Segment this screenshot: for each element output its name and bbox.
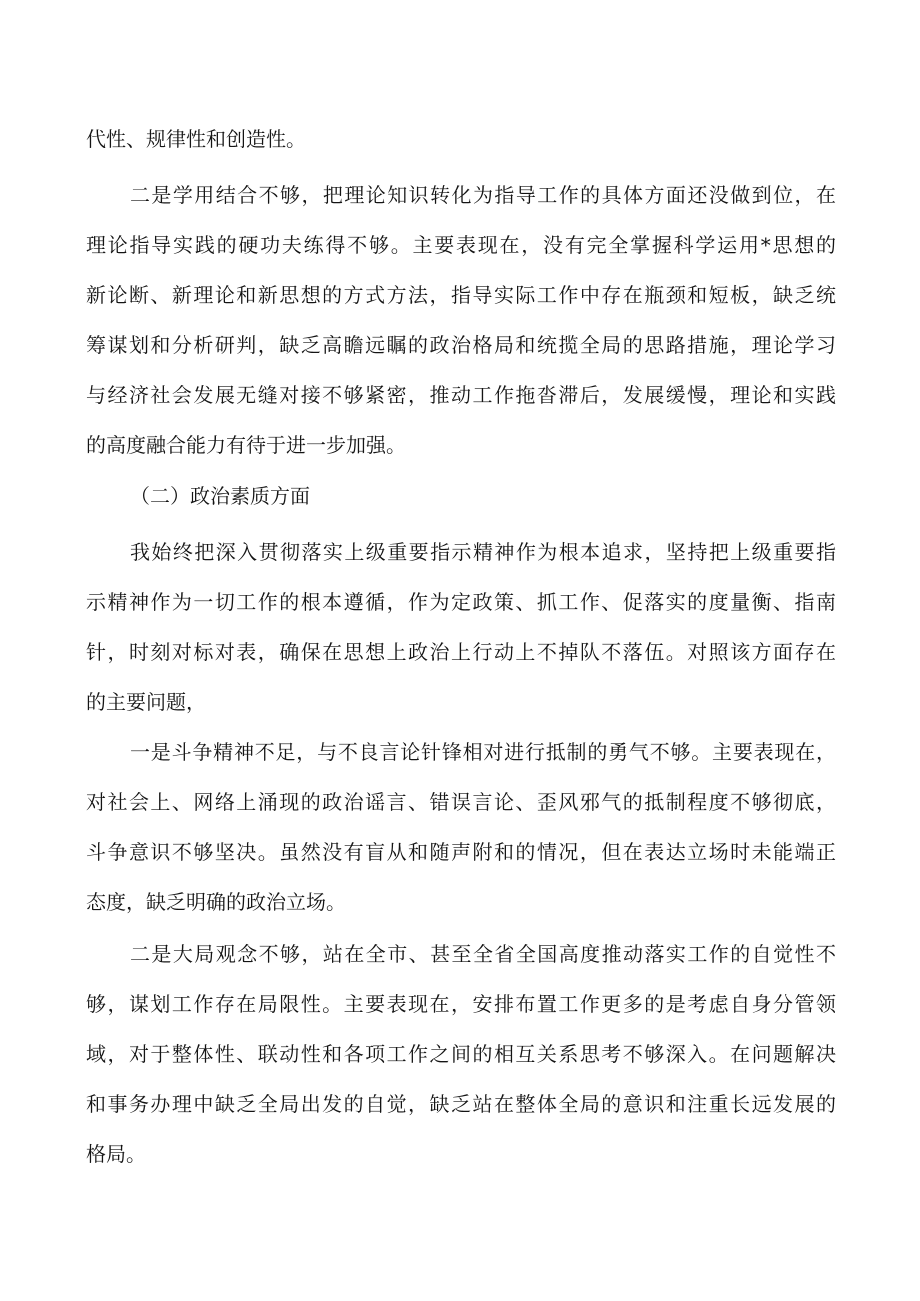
text-line: 新论断、新理论和新思想的方式方法，指导实际工作中存在瓶颈和短板，缺乏统 — [86, 283, 836, 307]
text-line: 和事务办理中缺乏全局出发的自觉，缺乏站在整体全局的意识和注重长远发展的 — [86, 1092, 836, 1116]
text-line: 针，时刻对标对表，确保在思想上政治上行动上不掉队不落伍。对照该方面存在 — [86, 640, 836, 664]
text-line: 代性、规律性和创造性。 — [86, 127, 306, 151]
text-line: 一是斗争精神不足，与不良言论针锋相对进行抵制的勇气不够。主要表现在， — [130, 740, 836, 764]
text-line: 理论指导实践的硬功夫练得不够。主要表现在，没有完全掌握科学运用*思想的 — [86, 233, 836, 257]
text-line: 二是学用结合不够，把理论知识转化为指导工作的具体方面还没做到位，在 — [130, 183, 836, 207]
text-line: 域，对于整体性、联动性和各项工作之间的相互关系思考不够深入。在问题解决 — [86, 1042, 836, 1066]
text-line: 二是大局观念不够，站在全市、甚至全省全国高度推动落实工作的自觉性不 — [130, 942, 836, 966]
text-line: 够，谋划工作存在局限性。主要表现在，安排布置工作更多的是考虑自身分管领 — [86, 992, 836, 1016]
text-line: 我始终把深入贯彻落实上级重要指示精神作为根本追求，坚持把上级重要指 — [130, 540, 836, 564]
text-line: 的高度融合能力有待于进一步加强。 — [86, 433, 406, 457]
text-line: 态度，缺乏明确的政治立场。 — [86, 890, 346, 914]
section-heading-text: （二）政治素质方面 — [130, 484, 310, 508]
text-line: 筹谋划和分析研判，缺乏高瞻远瞩的政治格局和统揽全局的思路措施，理论学习 — [86, 333, 836, 357]
text-line: 的主要问题， — [86, 690, 206, 714]
text-line: 斗争意识不够坚决。虽然没有盲从和随声附和的情况，但在表达立场时未能端正 — [86, 840, 836, 864]
text-line: 与经济社会发展无缝对接不够紧密，推动工作拖沓滞后，发展缓慢，理论和实践 — [86, 383, 836, 407]
text-line: 对社会上、网络上涌现的政治谣言、错误言论、歪风邪气的抵制程度不够彻底， — [86, 790, 836, 814]
text-line: 示精神作为一切工作的根本遵循，作为定政策、抓工作、促落实的度量衡、指南 — [86, 590, 836, 614]
text-line: 格局。 — [86, 1142, 146, 1166]
